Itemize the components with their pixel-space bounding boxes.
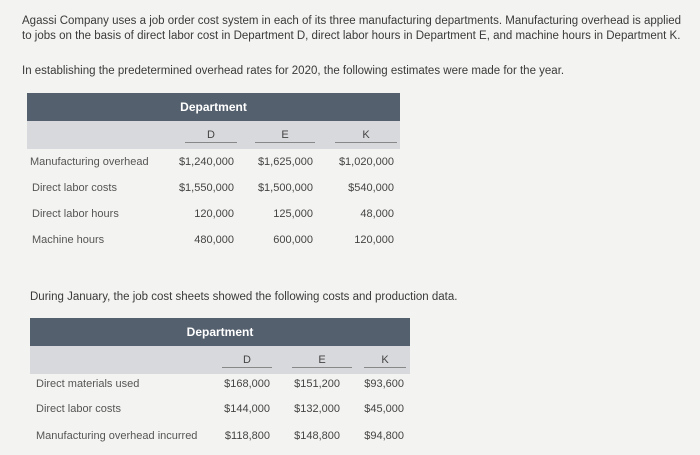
value-d: $118,800 [224, 430, 270, 442]
column-e: E [255, 129, 315, 143]
row-label: Direct materials used [36, 378, 140, 390]
value-e: $1,500,000 [257, 182, 313, 194]
column-header-bar [30, 346, 410, 374]
row-label: Direct labor costs [36, 403, 121, 415]
value-k: 48,000 [360, 208, 394, 220]
table-row [27, 182, 400, 196]
row-label: Manufacturing overhead [30, 156, 149, 168]
value-d: $144,000 [224, 403, 270, 415]
value-d: $1,240,000 [178, 156, 234, 168]
row-label: Direct labor costs [32, 182, 117, 194]
row-label: Direct labor hours [32, 208, 119, 220]
column-d: D [222, 354, 272, 368]
value-e: $151,200 [294, 378, 340, 390]
intro-paragraph: Agassi Company uses a job order cost system in each of its three manufacturing departments. Manufacturing overhead is applied to jobs on the basis of direct labor cost in Department D, direct labor hours in Department E, and machine hours in Department K. [22, 15, 682, 42]
department-header: Department [27, 93, 400, 121]
column-d: D [185, 129, 237, 143]
value-d: $1,550,000 [178, 182, 234, 194]
table-row [27, 156, 400, 170]
value-k: $1,020,000 [338, 156, 394, 168]
january-intro: During January, the job cost sheets showed the following costs and production data. [30, 291, 458, 303]
value-e: $132,000 [294, 403, 340, 415]
value-d: 120,000 [194, 208, 234, 220]
value-e: $1,625,000 [257, 156, 313, 168]
estimates-table [27, 93, 400, 246]
table-row [30, 403, 410, 417]
value-d: 480,000 [194, 234, 234, 246]
value-e: $148,800 [294, 430, 340, 442]
column-header-bar [27, 121, 400, 149]
table-row [27, 234, 400, 248]
value-d: $168,000 [224, 378, 270, 390]
value-e: 125,000 [273, 208, 313, 220]
value-k: $540,000 [348, 182, 394, 194]
value-e: 600,000 [273, 234, 313, 246]
row-label: Machine hours [32, 234, 105, 246]
table-row [30, 378, 410, 392]
estimates-intro: In establishing the predetermined overhead rates for 2020, the following estimates were made for the year. [22, 65, 565, 77]
value-k: $93,600 [364, 378, 404, 390]
table-row [30, 430, 410, 444]
column-k: K [335, 129, 397, 143]
department-header: Department [30, 318, 410, 346]
table-row [27, 208, 400, 222]
column-k: K [364, 354, 406, 368]
value-k: $94,800 [364, 430, 404, 442]
column-e: E [292, 354, 352, 368]
value-k: $45,000 [364, 403, 404, 415]
value-k: 120,000 [354, 234, 394, 246]
january-table [30, 318, 410, 442]
row-label: Manufacturing overhead incurred [36, 430, 198, 442]
